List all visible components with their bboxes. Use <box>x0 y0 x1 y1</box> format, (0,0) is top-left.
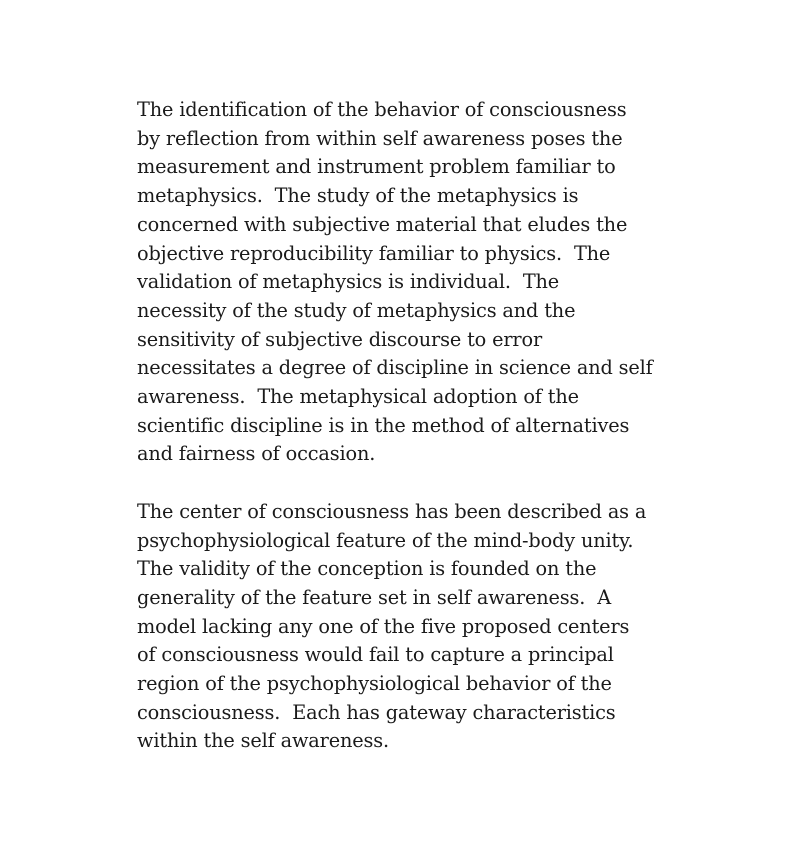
text-line: objective reproducibility familiar to physics. The <box>137 241 611 265</box>
text-line: model lacking any one of the five proposed centers <box>137 614 630 638</box>
paragraph-2 <box>137 498 677 756</box>
text-line: scientific discipline is in the method of alternatives <box>137 413 630 437</box>
text-line: and fairness of occasion. <box>137 442 376 466</box>
text-line: within the self awareness. <box>137 729 389 753</box>
text-line: by reflection from within self awareness poses the <box>137 126 623 150</box>
text-line: region of the psychophysiological behavior of the <box>137 672 612 696</box>
text-line: measurement and instrument problem familiar to <box>137 155 616 179</box>
text-line: psychophysiological feature of the mind-body unity. <box>137 528 634 552</box>
text-line: sensitivity of subjective discourse to error <box>137 327 543 351</box>
text-line: The center of consciousness has been described as a <box>137 499 647 523</box>
text-line: validation of metaphysics is individual. The <box>137 270 560 294</box>
text-line: concerned with subjective material that eludes the <box>137 212 628 236</box>
text-line: necessity of the study of metaphysics and the <box>137 298 576 322</box>
text-line: consciousness. Each has gateway characteristics <box>137 700 616 724</box>
paragraph-1 <box>137 96 677 469</box>
text-line: of consciousness would fail to capture a principal <box>137 643 614 667</box>
text-line: necessitates a degree of discipline in science and self <box>137 356 653 380</box>
text-line: The validity of the conception is founded on the <box>137 557 597 581</box>
text-line: generality of the feature set in self awareness. A <box>137 585 611 609</box>
text-line: metaphysics. The study of the metaphysics is <box>137 184 579 208</box>
text-line: The identification of the behavior of consciousness <box>137 98 627 121</box>
paragraph-spacer <box>137 469 677 498</box>
text-line: awareness. The metaphysical adoption of the <box>137 385 579 409</box>
body-text <box>137 96 677 756</box>
